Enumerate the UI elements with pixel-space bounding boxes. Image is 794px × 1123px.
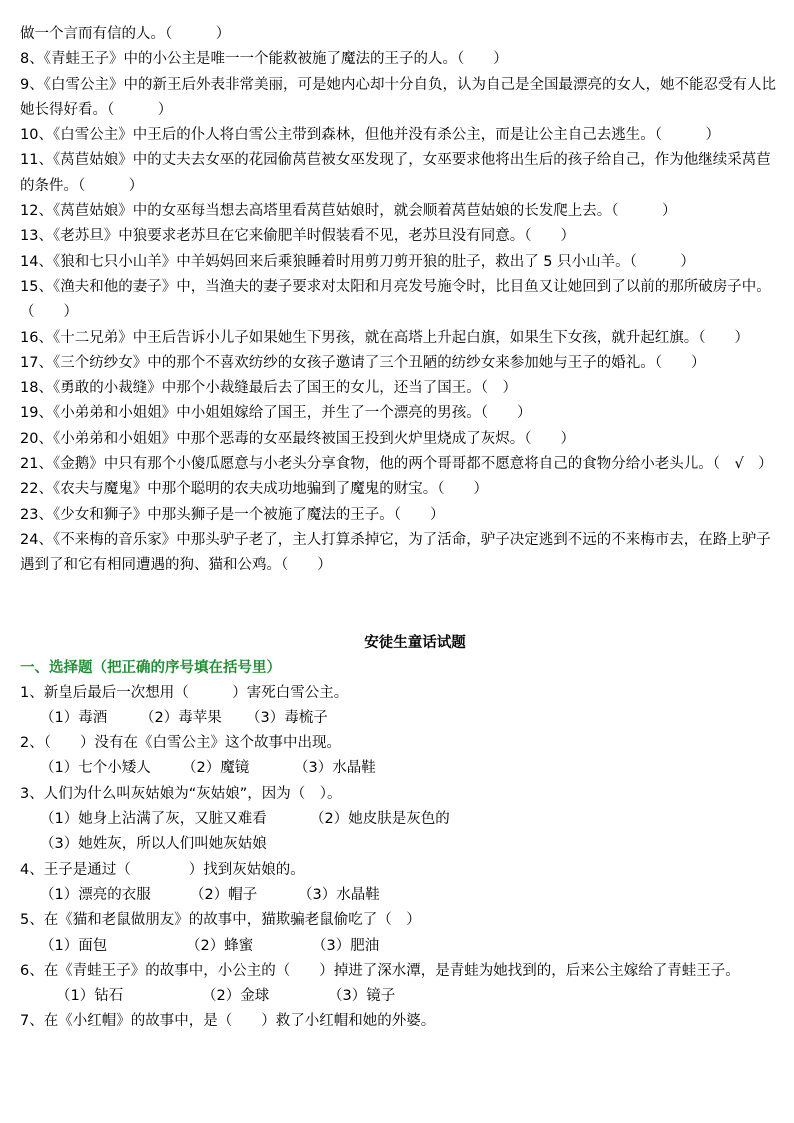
question-text: 5、在《猫和老鼠做朋友》的故事中，猫欺骗老鼠偷吃了（ ） [20, 912, 421, 929]
judgment-item: 16、《十二兄弟》中王后告诉小儿子如果她生下男孩，就在高塔上升起白旗，如果生下女孩，就升起红旗。（ ） [20, 329, 749, 346]
document-title: 安徒生童话试题 [364, 634, 466, 651]
question-text: 7、在《小红帽》的故事中，是（ ）救了小红帽和她的外婆。 [20, 1013, 436, 1030]
option: （1）七个小矮人 [40, 760, 151, 777]
judgment-item: 21、《金鹅》中只有那个小傻瓜愿意与小老头分享食物，他的两个哥哥都不愿意将自己的食物分给小老头儿。（ √ ） [20, 456, 773, 473]
judgment-item: 18、《勇敢的小裁缝》中那个小裁缝最后去了国王的女儿，还当了国王。（ ） [20, 380, 517, 397]
judgment-item: 24、《不来梅的音乐家》中那头驴子老了，主人打算杀掉它，为了活命，驴子决定逃到不远的不来梅市去，在路上驴子遇到了和它有相同遭遇的狗、猫和公鸡。（ ） [20, 531, 771, 574]
option: （1）钻石 [56, 988, 124, 1005]
section-heading: 一、选择题（把正确的序号填在括号里） [20, 659, 281, 676]
option-row [20, 706, 780, 731]
judgment-item: 20、《小弟弟和小姐姐》中那个恶毒的女巫最终被国王投到火炉里烧成了灰烬。（ ） [20, 430, 575, 447]
option: （2）金球 [202, 988, 270, 1005]
question-list [20, 681, 780, 1035]
judgment-item: 11、《莴苣姑娘》中的丈夫去女巫的花园偷莴苣被女巫发现了，女巫要求他将出生后的孩子给自己，作为他继续采莴苣的条件。（ ） [20, 152, 771, 194]
option: （2）帽子 [190, 886, 258, 903]
option: （1）毒酒 [40, 709, 108, 726]
option: （2）她皮肤是灰色的 [310, 811, 450, 828]
judgment-item: 10、《白雪公主》中王后的仆人将白雪公主带到森林，但他并没有杀公主，而是让公主自己去逃生。（ ） [20, 127, 720, 144]
option: （2）魔镜 [182, 760, 250, 777]
judgment-item: 13、《老苏旦》中狼要求老苏旦在它来偷肥羊时假装看不见，老苏旦没有同意。（ ） [20, 228, 575, 245]
option: （2）毒苹果 [140, 709, 222, 726]
question-text: 6、在《青蛙王子》的故事中，小公主的（ ）掉进了深水潭，是青蛙为她找到的，后来公主嫁给了青蛙王子。 [20, 962, 740, 979]
judgment-item: 14、《狼和七只小山羊》中羊妈妈回来后乘狼睡着时用剪刀剪开狼的肚子，救出了 5 只小山羊。（ ） [20, 253, 695, 270]
option: （3）水晶鞋 [298, 886, 380, 903]
option: （3）镜子 [328, 988, 396, 1005]
option-row [20, 756, 780, 781]
option: （3）肥油 [312, 937, 380, 954]
question-text: 4、王子是通过（ ）找到灰姑娘的。 [20, 861, 305, 878]
option: （2）蜂蜜 [186, 937, 254, 954]
judgment-item: 9、《白雪公主》中的新王后外表非常美丽，可是她内心却十分自负，认为自己是全国最漂亮的女人，她不能忍受有人比她长得好看。（ ） [20, 76, 776, 118]
judgment-item: 19、《小弟弟和小姐姐》中小姐姐嫁给了国王，并生了一个漂亮的男孩。（ ） [20, 405, 532, 422]
judgment-item: 22、《农夫与魔鬼》中那个聪明的农夫成功地骗到了魔鬼的财宝。（ ） [20, 481, 488, 498]
judgment-item: 17、《三个纺纱女》中的那个不喜欢纺纱的女孩子邀请了三个丑陋的纺纱女来参加她与王子的婚礼。（ ） [20, 354, 706, 371]
question-text: 3、人们为什么叫灰姑娘为“灰姑娘”，因为（ ）。 [20, 785, 342, 802]
judgment-item: 15、《渔夫和他的妻子》中，当渔夫的妻子要求对太阳和月亮发号施令时，比目鱼又让她回到了以前的那所破房子中。（ ） [20, 278, 771, 321]
option: （3）水晶鞋 [294, 760, 376, 777]
option-row [20, 832, 780, 857]
option: （1）她身上沾满了灰，又脏又难看 [40, 811, 267, 828]
option-row [20, 984, 780, 1009]
judgment-item: 23、《少女和狮子》中那头狮子是一个被施了魔法的王子。（ ） [20, 506, 445, 523]
option: （3）毒梳子 [246, 709, 328, 726]
judgment-item: 12、《莴苣姑娘》中的女巫每当想去高塔里看莴苣姑娘时，就会顺着莴苣姑娘的长发爬上去。（ ） [20, 203, 677, 220]
question-text: 2、（ ）没有在《白雪公主》这个故事中出现。 [20, 735, 341, 752]
judgment-list [20, 22, 780, 579]
section-gap [20, 579, 780, 631]
judgment-item: 8、《青蛙王子》中的小公主是唯一一个能救被施了魔法的王子的人。（ ） [20, 51, 508, 68]
option-row [20, 883, 780, 908]
question-text: 1、新皇后最后一次想用（ ）害死白雪公主。 [20, 684, 349, 701]
judgment-item: 做一个言而有信的人。（ ） [20, 26, 231, 42]
option-row [20, 807, 780, 832]
option-row [20, 934, 780, 959]
option: （1）面包 [40, 937, 108, 954]
option: （3）她姓灰，所以人们叫她灰姑娘 [40, 836, 267, 853]
option: （1）漂亮的衣服 [40, 886, 151, 903]
